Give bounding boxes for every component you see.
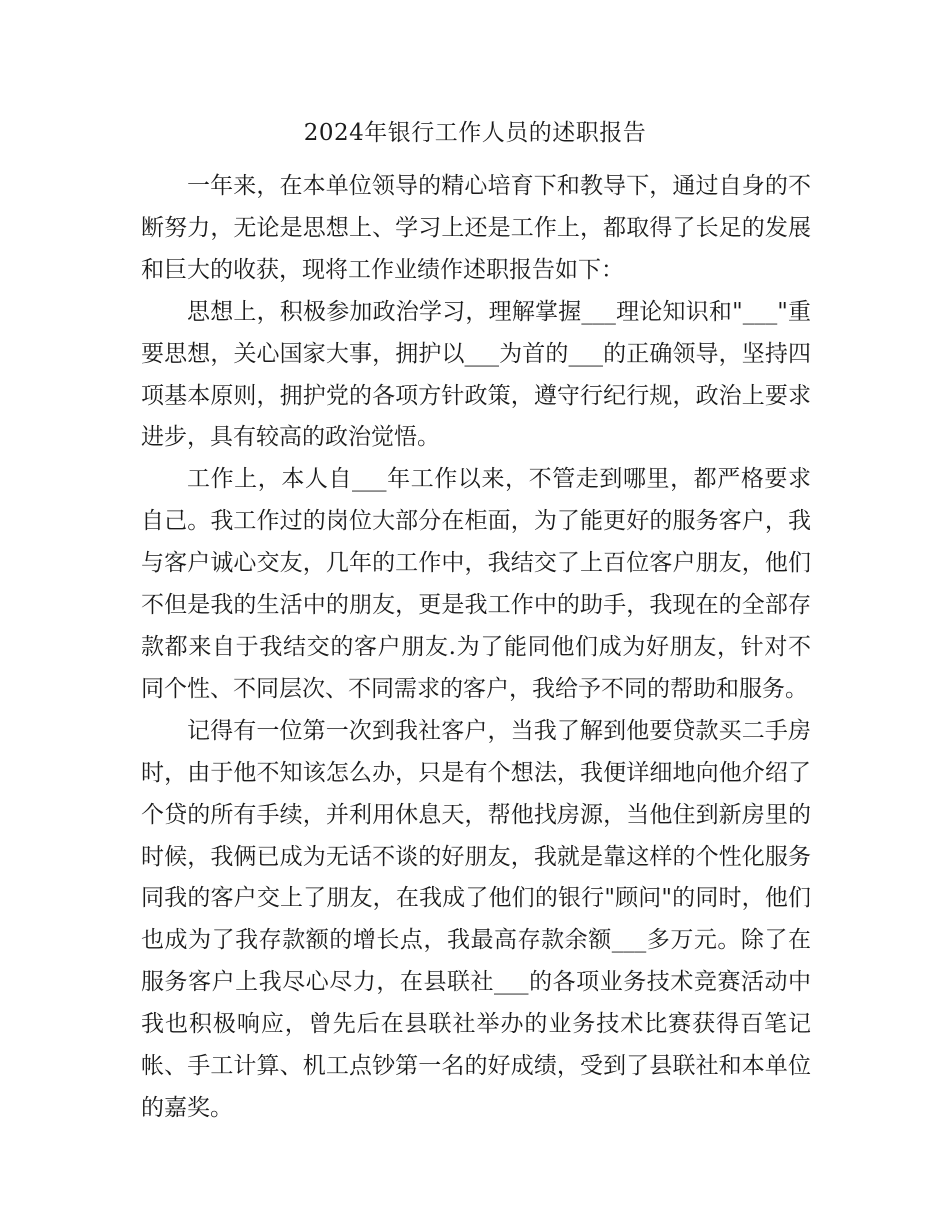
document-title: 2024年银行工作人员的述职报告: [303, 120, 647, 146]
paragraph-intro: 一年来，在本单位领导的精心培育下和教导下，通过自身的不断努力，无论是思想上、学习上还是工作上，都取得了长足的发展和巨大的收获，现将工作业绩作述职报告如下：: [141, 173, 811, 283]
paragraph-work: 工作上，本人自___年工作以来，不管走到哪里，都严格要求自己。我工作过的岗位大部分在柜面，为了能更好的服务客户，我与客户诚心交友，几年的工作中，我结交了上百位客户朋友，他们不但是我的生活中的朋友，更是我工作中的助手，我现在的全部存款都来自于我结交的客户朋友.为了能同他们成为好朋友，针对不同个性、不同层次、不同需求的客户，我给予不同的帮助和服务。: [141, 466, 811, 702]
paragraph-customer-story: 记得有一位第一次到我社客户，当我了解到他要贷款买二手房时，由于他不知该怎么办，只是有个想法，我便详细地向他介绍了个贷的所有手续，并利用休息天，帮他找房源，当他住到新房里的时候，我俩已成为无话不谈的好朋友，我就是靠这样的个性化服务同我的客户交上了朋友，在我成了他们的银行"顾问"的同时，他们也成为了我存款额的增长点，我最高存款余额___多万元。除了在服务客户上我尽心尽力，在县联社___的各项业务技术竞赛活动中我也积极响应，曾先后在县联社举办的业务技术比赛获得百笔记帐、手工计算、机工点钞第一名的好成绩，受到了县联社和本单位的嘉奖。: [141, 717, 811, 1121]
document-body: [141, 166, 811, 1130]
paragraph-ideology: 思想上，积极参加政治学习，理解掌握___理论知识和"___"重要思想，关心国家大事，拥护以___为首的___的正确领导，坚持四项基本原则，拥护党的各项方针政策，遵守行纪行规，政治上要求进步，具有较高的政治觉悟。: [141, 298, 811, 451]
